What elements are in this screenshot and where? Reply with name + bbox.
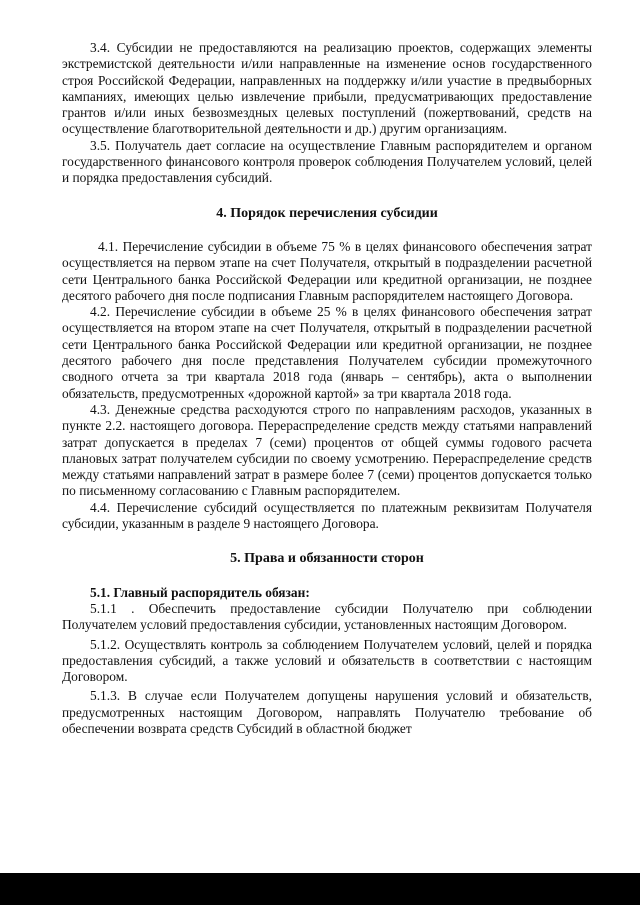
paragraph-4-2: 4.2. Перечисление субсидии в объеме 25 % в целях финансового обеспечения затрат осуществляется на втором этапе на счет Получателя, открытый в подразделении расчетной сети Центрального банка Российской Федерации или кредитной организации, не позднее десятого рабочего дня после представления Получателем субсидии промежуточного сводного отчета за три квартала 2018 года (январь – сентябрь), акта о выполнении обязательств, предусмотренных «дорожной картой» за три квартала 2018 года.	[62, 304, 592, 401]
paragraph-4-4: 4.4. Перечисление субсидий осуществляется по платежным реквизитам Получателя субсидии, указанным в разделе 9 настоящего Договора.	[62, 499, 592, 532]
section-5-title: 5. Права и обязанности сторон	[230, 551, 424, 567]
paragraph-3-4: 3.4. Субсидии не предоставляются на реализацию проектов, содержащих элементы экстремистской деятельности и/или направленные на изменение основ государственного строя Российской Федерации, направленных на поддержку и/или участие в предвыборных кампаниях, имеющих целью извлечение прибыли, предусматривающих предоставление грантов и/или иных безвозмездных целевых поступлений (пожертвований, средств на осуществление благотворительной деятельности и др.) другим организациям.	[62, 40, 592, 137]
paragraph-5-1-1: 5.1.1 . Обеспечить предоставление субсидии Получателю при соблюдении Получателем условий предоставления субсидии, установленных настоящим Договором.	[62, 600, 592, 633]
document-page	[62, 40, 592, 737]
scan-bottom-border	[0, 873, 640, 905]
paragraph-5-1-2: 5.1.2. Осуществлять контроль за соблюдением Получателем условий, целей и порядка предоставления субсидий, а также условий и обязательств в соответствии с настоящим Договором.	[62, 636, 592, 685]
subsection-5-1-title: 5.1. Главный распорядитель обязан:	[90, 584, 310, 600]
section-4-title: 4. Порядок перечисления субсидии	[216, 205, 438, 221]
paragraph-4-3: 4.3. Денежные средства расходуются строго по направлениям расходов, указанных в пункте 2.2. настоящего договора. Перераспределение средств между статьями направлений затрат допускается в пределах 7 (семи) процентов от общей суммы годового расчета плановых затрат получателем субсидии по своему усмотрению. Перераспределение средств между статьями направлений затрат в размере более 7 (семи) процентов допускается только по письменному согласованию с Главным распорядителем.	[62, 401, 592, 499]
paragraph-5-1-3: 5.1.3. В случае если Получателем допущены нарушения условий и обязательств, предусмотренных настоящим Договором, направлять Получателю требование об обеспечении возврата средств Субсидий в областной бюджет	[62, 688, 592, 736]
paragraph-4-1: 4.1. Перечисление субсидии в объеме 75 % в целях финансового обеспечения затрат осуществляется на первом этапе на счет Получателя, открытый в подразделении расчетной сети Центрального банка Российской Федерации или кредитной организации, не позднее десятого рабочего дня после подписания Главным распорядителем настоящего Договора.	[62, 238, 592, 303]
paragraph-3-5: 3.5. Получатель дает согласие на осуществление Главным распорядителем и органом государственного финансового контроля проверок соблюдения Получателем условий, целей и порядка предоставления субсидий.	[62, 137, 592, 186]
